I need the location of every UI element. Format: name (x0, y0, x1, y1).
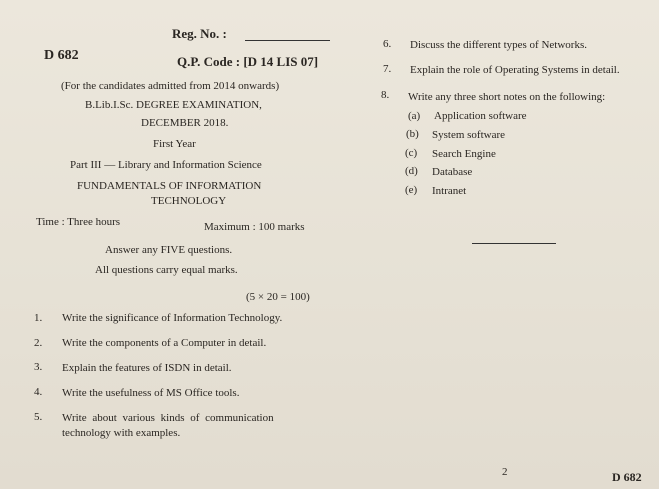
end-of-paper-rule (472, 243, 556, 244)
question-number: 5. (34, 411, 43, 423)
short-note-text: Search Engine (432, 148, 496, 160)
degree-title: B.Lib.I.Sc. DEGREE EXAMINATION, (85, 99, 262, 111)
question-text: Write about various kinds of communication (62, 412, 274, 424)
short-note-text: Application software (434, 110, 527, 122)
short-note-label: (a) (408, 110, 421, 122)
question-text-continued: technology with examples. (62, 427, 181, 439)
short-note-text: Database (432, 166, 473, 178)
subject-title-line1: FUNDAMENTALS OF INFORMATION (77, 180, 262, 192)
footer-paper-code: D 682 (612, 470, 642, 484)
year-label: First Year (153, 138, 196, 150)
question-text: Write any three short notes on the following: (408, 91, 606, 103)
question-number: 6. (383, 38, 392, 50)
part-label: Part III — Library and Information Science (70, 159, 262, 171)
time-label: Time : Three hours (36, 216, 121, 228)
short-note-text: System software (432, 129, 506, 141)
instruction-answer-five: Answer any FIVE questions. (105, 244, 233, 256)
question-number: 3. (34, 361, 43, 373)
exam-session: DECEMBER 2018. (141, 117, 229, 129)
question-number: 4. (34, 386, 43, 398)
question-number: 1. (34, 312, 43, 324)
short-note-label: (d) (405, 165, 418, 177)
instruction-equal-marks: All questions carry equal marks. (95, 264, 238, 276)
question-text: Write the significance of Information Technology. (62, 312, 283, 324)
reg-no-line (245, 40, 330, 41)
question-text: Explain the features of ISDN in detail. (62, 362, 232, 374)
short-note-label: (c) (405, 147, 418, 159)
qp-code: Q.P. Code : [D 14 LIS 07] (177, 54, 319, 69)
candidates-note: (For the candidates admitted from 2014 onwards) (61, 80, 280, 92)
question-text: Discuss the different types of Networks. (410, 39, 587, 51)
question-number: 8. (381, 89, 390, 101)
question-text: Write the components of a Computer in detail. (62, 337, 267, 349)
reg-no-label: Reg. No. : (172, 26, 227, 41)
short-note-text: Intranet (432, 185, 467, 197)
max-marks-label: Maximum : 100 marks (204, 221, 305, 233)
question-number: 2. (34, 337, 43, 349)
marks-formula: (5 × 20 = 100) (246, 291, 310, 303)
paper-code: D 682 (44, 48, 79, 63)
subject-title-line2: TECHNOLOGY (151, 195, 227, 207)
short-note-label: (e) (405, 184, 418, 196)
question-text: Explain the role of Operating Systems in detail. (410, 64, 620, 76)
question-number: 7. (383, 63, 392, 75)
short-note-label: (b) (406, 128, 419, 140)
question-text: Write the usefulness of MS Office tools. (62, 387, 240, 399)
page-number: 2 (502, 466, 508, 478)
